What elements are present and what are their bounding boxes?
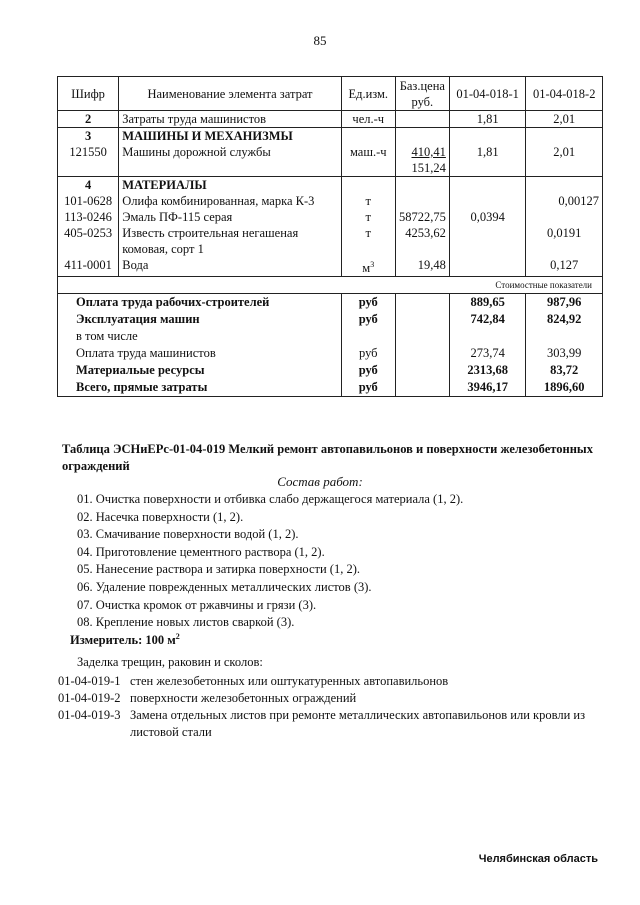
work-item: 01. Очистка поверхности и отбивка слабо держащегося материала (1, 2). — [77, 492, 464, 506]
table-row — [58, 177, 603, 194]
section-title: Таблица ЭСНиЕРс-01-04-019 Мелкий ремонт автопавильонов и поверхности железобетонных ограждений — [62, 442, 593, 473]
item-code: 01-04-019-2 — [58, 691, 121, 705]
row-price — [395, 144, 449, 177]
table-row — [58, 193, 603, 209]
row-code: 113-0246 — [58, 209, 119, 225]
summary-name: Оплата труда машинистов — [58, 345, 342, 362]
header-code: Шифр — [58, 77, 119, 111]
work-item: 08. Крепление новых листов сваркой (3). — [77, 615, 295, 630]
row-unit — [341, 128, 395, 145]
row-v2 — [526, 128, 603, 145]
summary-row — [58, 379, 603, 397]
meter-label: Измеритель: 100 м — [70, 633, 176, 648]
row-price — [395, 177, 449, 194]
item-desc: Замена отдельных листов при ремонте металлических автопавильонов или кровли из листовой стали — [130, 708, 586, 739]
summary-v2: 987,96 — [526, 294, 603, 312]
works-title: Состав работ: — [277, 474, 363, 489]
summary-v1 — [449, 328, 526, 345]
summary-v1: 3946,17 — [449, 379, 526, 397]
summary-price — [395, 345, 449, 362]
summary-name: Материальые ресурсы — [58, 362, 342, 379]
summary-name: Оплата труда рабочих-строителей — [58, 294, 342, 312]
row-name: Олифа комбинированная, марка К-3 — [119, 193, 341, 209]
summary-v2: 824,92 — [526, 311, 603, 328]
summary-price — [395, 311, 449, 328]
cost-caption: Стоимостные показатели — [58, 277, 603, 294]
work-item: 02. Насечка поверхности (1, 2). — [77, 509, 244, 524]
summary-name: Всего, прямые затраты — [58, 379, 342, 397]
row-v2 — [526, 209, 603, 225]
header-v2: 01-04-018-2 — [526, 77, 603, 111]
summary-row — [58, 362, 603, 379]
row-code: 405-0253 — [58, 225, 119, 257]
row-unit: т — [341, 193, 395, 209]
row-name: Затраты труда машинистов — [119, 111, 341, 128]
row-v2: 0,00127 — [526, 193, 603, 209]
row-unit: маш.-ч — [341, 144, 395, 177]
summary-v2: 303,99 — [526, 345, 603, 362]
summary-price — [395, 379, 449, 397]
work-item: 04. Приготовление цементного раствора (1, 2). — [77, 544, 325, 559]
price-secondary: 151,24 — [411, 161, 446, 175]
summary-name: в том числе — [58, 328, 342, 345]
summary-unit — [341, 328, 395, 345]
row-name: МАТЕРИАЛЫ — [119, 177, 341, 194]
meter — [70, 632, 180, 648]
summary-name: Эксплуатация машин — [58, 311, 342, 328]
row-name: Вода — [119, 257, 341, 277]
page-number: 85 — [313, 33, 327, 48]
table-row — [58, 257, 603, 277]
cost-caption-row — [58, 277, 603, 294]
item-desc: стен железобетонных или оштукатуренных автопавильонов — [130, 674, 449, 688]
summary-unit: руб — [341, 362, 395, 379]
table-row — [58, 144, 603, 177]
row-v2: 0,127 — [526, 257, 603, 277]
row-v1 — [449, 128, 526, 145]
row-price: 58722,75 — [395, 209, 449, 225]
cost-table — [57, 76, 603, 397]
row-v1 — [449, 225, 526, 257]
table-header-row — [58, 77, 603, 111]
summary-v2: 1896,60 — [526, 379, 603, 397]
row-v2: 2,01 — [526, 144, 603, 177]
list-item — [58, 690, 598, 707]
item-code: 01-04-019-3 — [58, 708, 121, 722]
header-v1: 01-04-018-1 — [449, 77, 526, 111]
work-item: 05. Нанесение раствора и затирка поверхности (1, 2). — [77, 562, 361, 577]
row-unit: чел.-ч — [341, 111, 395, 128]
row-name: Машины дорожной службы — [119, 144, 341, 177]
summary-row — [58, 294, 603, 312]
row-price — [395, 111, 449, 128]
summary-row — [58, 345, 603, 362]
summary-unit: руб — [341, 345, 395, 362]
list-item — [58, 673, 598, 690]
row-unit — [341, 257, 395, 277]
table-row — [58, 225, 603, 257]
summary-v1: 273,74 — [449, 345, 526, 362]
row-unit — [341, 177, 395, 194]
item-code: 01-04-019-1 — [58, 674, 121, 688]
summary-price — [395, 328, 449, 345]
row-price — [395, 193, 449, 209]
summary-v1: 742,84 — [449, 311, 526, 328]
row-v1 — [449, 257, 526, 277]
header-price: Баз.цена руб. — [395, 77, 449, 111]
table-row — [58, 128, 603, 145]
row-unit: т — [341, 225, 395, 257]
row-name: Известь строительная негашеная комовая, сорт 1 — [119, 225, 341, 257]
unit-superscript: 3 — [370, 260, 375, 269]
item-desc: поверхности железобетонных ограждений — [130, 691, 357, 705]
work-item: 06. Удаление поврежденных металлических листов (3). — [77, 579, 372, 594]
row-v1: 0,0394 — [449, 209, 526, 225]
row-code: 3 — [58, 128, 119, 145]
work-item: 03. Смачивание поверхности водой (1, 2). — [77, 527, 299, 542]
fill-intro: Заделка трещин, раковин и сколов: — [77, 655, 263, 669]
row-v1: 1,81 — [449, 144, 526, 177]
row-code: 121550 — [58, 144, 119, 177]
summary-v1: 2313,68 — [449, 362, 526, 379]
list-item — [58, 707, 598, 741]
row-v2: 2,01 — [526, 111, 603, 128]
table-row — [58, 111, 603, 128]
row-v2 — [526, 177, 603, 194]
summary-v2: 83,72 — [526, 362, 603, 379]
row-code: 101-0628 — [58, 193, 119, 209]
row-code: 4 — [58, 177, 119, 194]
summary-unit: руб — [341, 311, 395, 328]
row-name: Эмаль ПФ-115 серая — [119, 209, 341, 225]
header-name: Наименование элемента затрат — [119, 77, 341, 111]
row-v1: 1,81 — [449, 111, 526, 128]
summary-price — [395, 362, 449, 379]
row-code: 2 — [58, 111, 119, 128]
meter-superscript: 2 — [175, 632, 180, 641]
row-price: 4253,62 — [395, 225, 449, 257]
table-row — [58, 209, 603, 225]
row-code: 411-0001 — [58, 257, 119, 277]
summary-v1: 889,65 — [449, 294, 526, 312]
summary-unit: руб — [341, 379, 395, 397]
unit-text: м — [362, 261, 371, 276]
row-v2: 0,0191 — [526, 225, 603, 257]
row-price: 19,48 — [395, 257, 449, 277]
summary-price — [395, 294, 449, 312]
row-v1 — [449, 177, 526, 194]
row-price — [395, 128, 449, 145]
header-unit: Ед.изм. — [341, 77, 395, 111]
summary-row — [58, 328, 603, 345]
summary-v2 — [526, 328, 603, 345]
region-footer: Челябинская область — [478, 853, 598, 865]
price-primary: 410,41 — [411, 145, 446, 159]
summary-unit: руб — [341, 294, 395, 312]
row-name: МАШИНЫ И МЕХАНИЗМЫ — [119, 128, 341, 145]
row-unit: т — [341, 209, 395, 225]
row-v1 — [449, 193, 526, 209]
items-list — [58, 673, 598, 741]
summary-row — [58, 311, 603, 328]
works-list — [77, 491, 463, 632]
work-item: 07. Очистка кромок от ржавчины и грязи (3). — [77, 597, 317, 612]
